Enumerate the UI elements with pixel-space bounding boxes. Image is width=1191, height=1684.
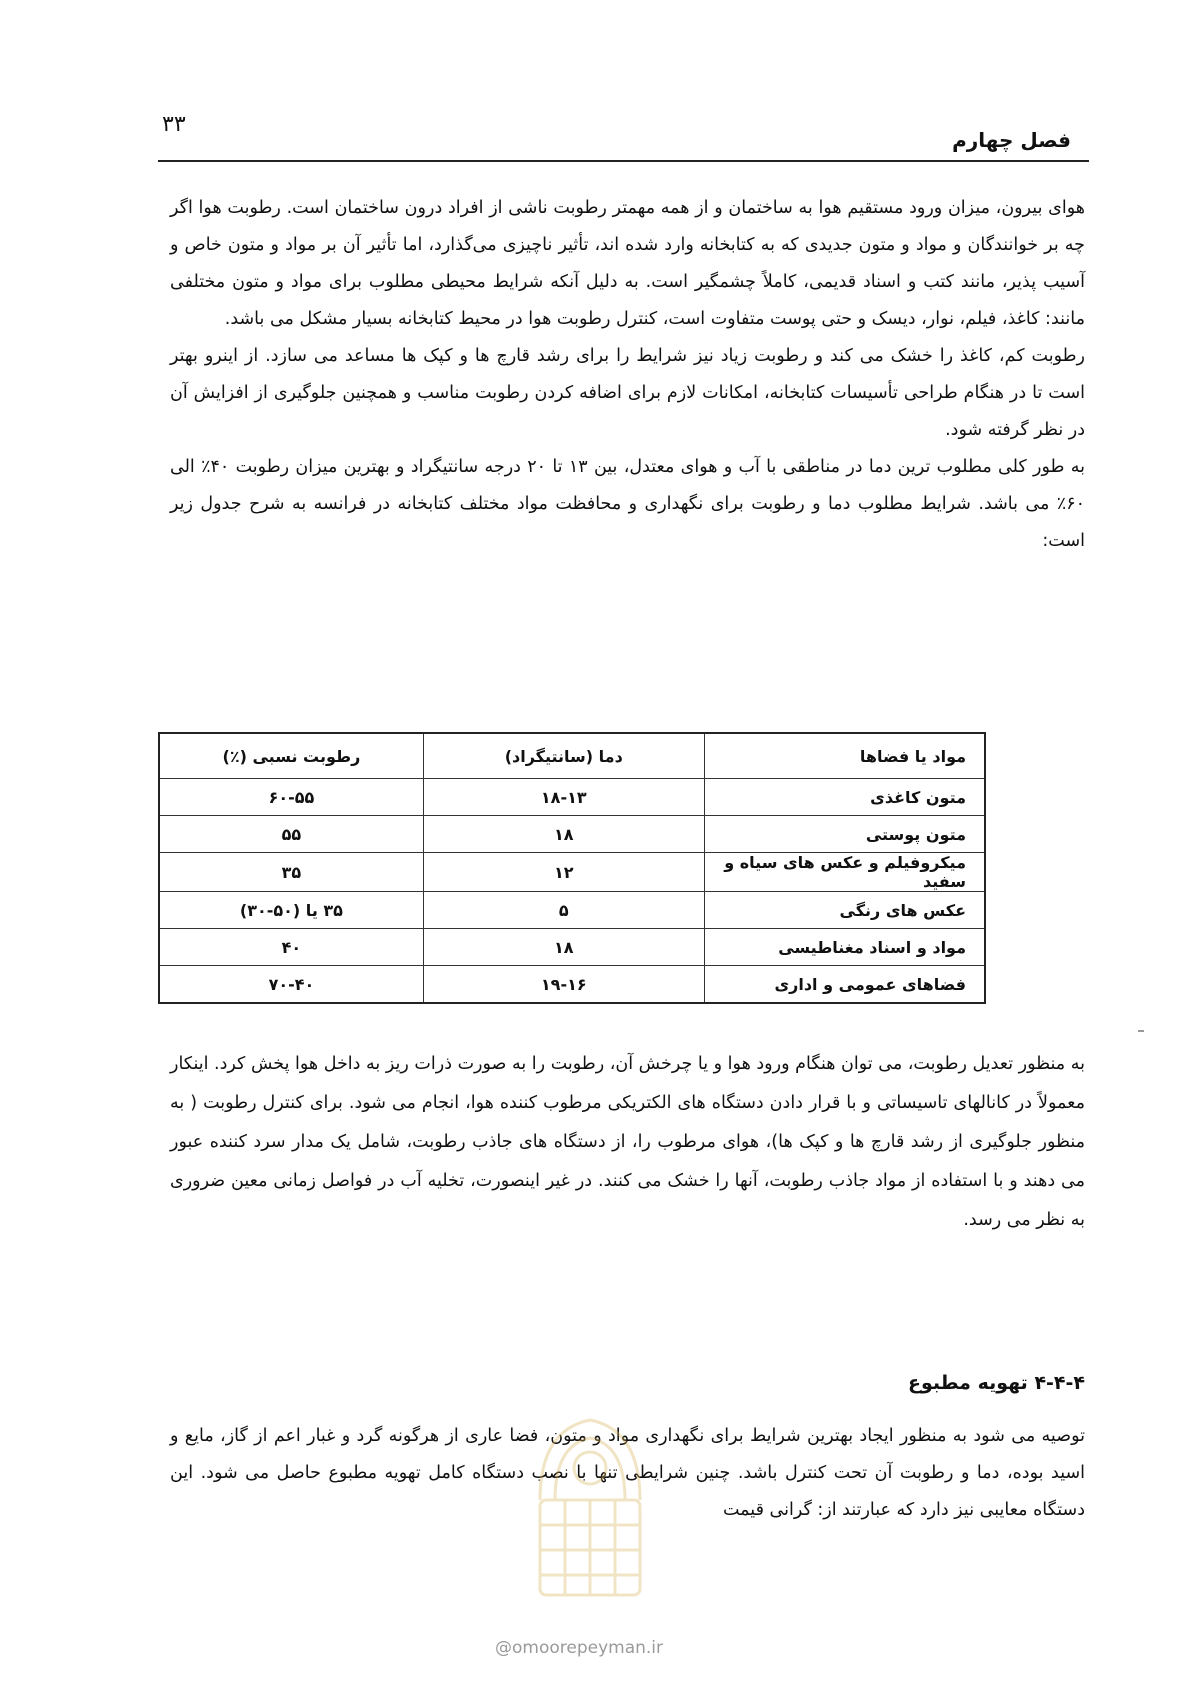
page-number: ۳۳	[162, 112, 186, 137]
cell-material: عکس های رنگی	[704, 892, 985, 929]
cell-temperature: ۱۸	[423, 929, 704, 966]
paragraph: توصیه می شود به منظور ایجاد بهترین شرایط برای نگهداری مواد و متون، فضا عاری از هرگونه گرد و غبار اعم از گاز، مایع و اسید بوده، دما و رطوبت آن تحت کنترل باشد. چنین شرایطی تنها با نصب دستگاه کامل تهویه مطبوع حاصل می شود. این دستگاه معایبی نیز دارد که عبارتند از: گرانی قیمت	[170, 1426, 1085, 1520]
header-humidity: رطوبت نسبی (٪)	[159, 733, 423, 779]
paragraph: به منظور تعدیل رطوبت، می توان هنگام ورود هوا و یا چرخش آن، رطوبت را به صورت ذرات ریز به داخل هوا پخش کرد. اینکار معمولاً در کانالهای تاسیساتی و با قرار دادن دستگاه های الکتریکی مرطوب کننده هوا، انجام می شود. برای کنترل رطوبت ( به منظور جلوگیری از رشد قارچ ها و کپک ها)، هوای مرطوب را، از دستگاه های جاذب رطوبت، شامل یک مدار سرد کننده عبور می دهند و با استفاده از مواد جاذب رطوبت، آنها را خشک می کنند. در غیر اینصورت، تخلیه آب در فواصل زمانی معین ضروری به نظر می رسد.	[170, 1054, 1085, 1230]
cell-temperature: ۵	[423, 892, 704, 929]
header-rule	[158, 160, 1089, 162]
cell-humidity: ۴۰	[159, 929, 423, 966]
table-row	[159, 779, 985, 816]
cell-humidity: ۳۵ یا (۵۰-۳۰)	[159, 892, 423, 929]
table-row	[159, 966, 985, 1004]
cell-temperature: ۱۲	[423, 853, 704, 892]
paragraph: به طور کلی مطلوب ترین دما در مناطقی با آب و هوای معتدل، بین ۱۳ تا ۲۰ درجه سانتیگراد و بهترین میزان رطوبت ۴۰٪ الی ۶۰٪ می باشد. شرایط مطلوب دما و رطوبت برای نگهداری و محافظت مواد مختلف کتابخانه در فرانسه به شرح جدول زیر است:	[170, 457, 1085, 551]
watermark-seal-icon	[500, 1390, 680, 1610]
cell-temperature: ۱۸-۱۳	[423, 779, 704, 816]
paragraph: رطوبت کم، کاغذ را خشک می کند و رطوبت زیاد نیز شرایط را برای رشد قارچ ها و کپک ها مساعد می سازد. از اینرو بهتر است تا در هنگام طراحی تأسیسات کتابخانه، امکانات لازم برای اضافه کردن رطوبت مناسب و همچنین جلوگیری از افزایش آن در نظر گرفته شود.	[170, 346, 1085, 440]
header-temperature: دما (سانتیگراد)	[423, 733, 704, 779]
table-row	[159, 853, 985, 892]
conditions-table	[158, 732, 986, 1004]
intro-paragraphs	[170, 190, 1085, 560]
header-material: مواد یا فضاها	[704, 733, 985, 779]
cell-temperature: ۱۸	[423, 816, 704, 853]
cell-humidity: ۳۵	[159, 853, 423, 892]
cell-material: متون کاغذی	[704, 779, 985, 816]
paragraph: هوای بیرون، میزان ورود مستقیم هوا به ساختمان و از همه مهمتر رطوبت ناشی از افراد درون ساختمان است. رطوبت هوا اگر چه بر خوانندگان و مواد و متون جدیدی که به کتابخانه وارد شده اند، تأثیر ناچیزی می‌گذارد، اما تأثیر آن بر مواد و متون خاص و آسیب پذیر، مانند کتب و اسناد قدیمی، کاملاً چشمگیر است. به دلیل آنکه شرایط محیطی مطلوب برای مواد و متون مختلفی مانند: کاغذ، فیلم، نوار، دیسک و حتی پوست متفاوت است، کنترل رطوبت هوا در محیط کتابخانه بسیار مشکل می باشد.	[170, 198, 1085, 329]
edge-mark	[1138, 1030, 1144, 1032]
table-row	[159, 929, 985, 966]
cell-humidity: ۶۰-۵۵	[159, 779, 423, 816]
table-row	[159, 816, 985, 853]
cell-temperature: ۱۹-۱۶	[423, 966, 704, 1004]
section-heading: ۴-۴-۴ تهویه مطبوع	[908, 1372, 1085, 1394]
watermark-url: @omoorepeyman.ir	[495, 1638, 664, 1658]
chapter-title: فصل چهارم	[952, 128, 1071, 152]
cell-humidity: ۵۵	[159, 816, 423, 853]
table-header-row	[159, 733, 985, 779]
cell-material: فضاهای عمومی و اداری	[704, 966, 985, 1004]
cell-material: میکروفیلم و عکس های سیاه و سفید	[704, 853, 985, 892]
cell-material: متون پوستی	[704, 816, 985, 853]
table-row	[159, 892, 985, 929]
cell-material: مواد و اسناد مغناطیسی	[704, 929, 985, 966]
cell-humidity: ۷۰-۴۰	[159, 966, 423, 1004]
humidity-control-paragraph	[170, 1045, 1085, 1240]
